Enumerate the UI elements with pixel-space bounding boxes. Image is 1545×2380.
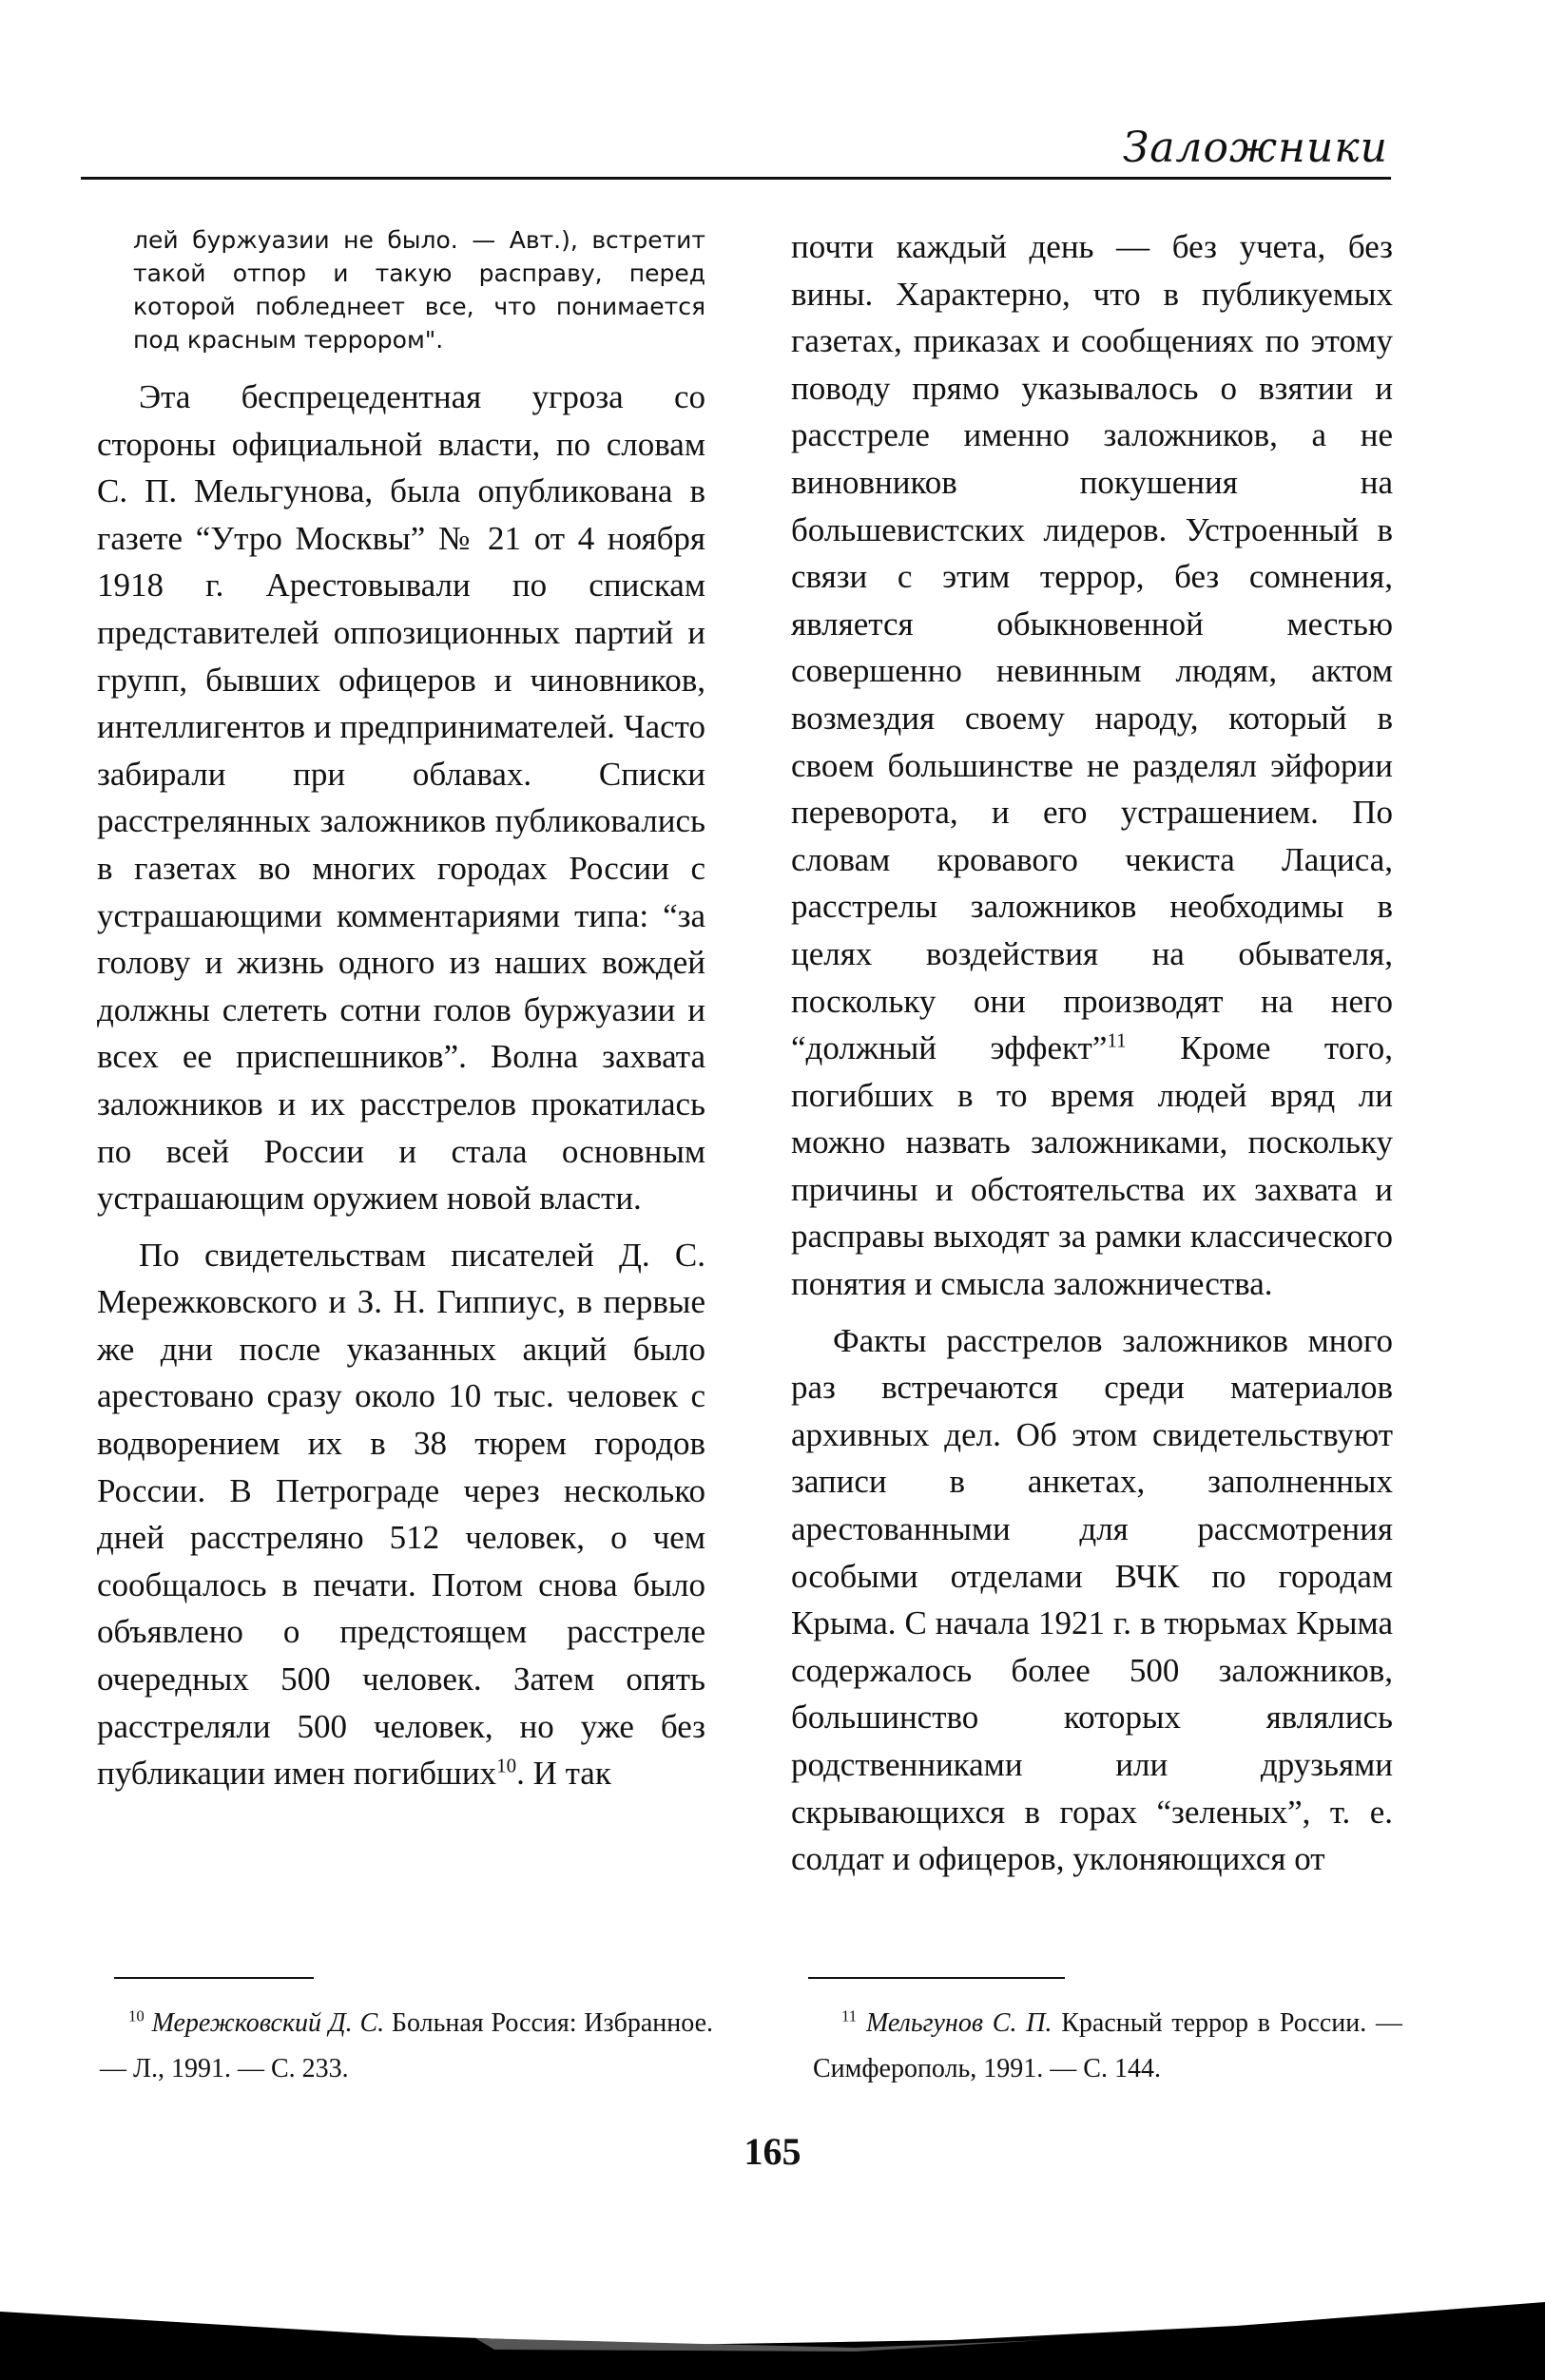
quote-continuation: лей буржуазии не было. — Авт.), встретит такой отпор и такую расправу, перед которой побледнеет все, что понимается под красным террором". bbox=[133, 226, 705, 354]
footnote-10-mark: 10 bbox=[128, 2006, 145, 2025]
left-column bbox=[97, 223, 705, 1797]
footnote-rule-right bbox=[808, 1977, 1065, 1979]
scan-edge-shadow bbox=[0, 2293, 1545, 2380]
page-number: 165 bbox=[744, 2130, 801, 2173]
footnote-11 bbox=[813, 2001, 1402, 2092]
footnote-10 bbox=[100, 2001, 713, 2092]
left-paragraph-1: Эта беспрецедентная угроза со стороны официальной власти, по словам С. П. Мельгунова, была опубликована в газете “Утро Москвы” № 21 от 4 ноября 1918 г. Арестовывали по спискам представителей оппозиционных партий и групп, бывших офицеров и чиновников, интеллигентов и предпринимателей. Часто забирали при облавах. Списки расстрелянных заложников публиковались в газетах во многих городах России с устрашающими комментариями типа: “за голову и жизнь одного из наших вождей должны слететь сотни голов буржуазии и всех ее приспешников”. Волна захвата заложников и их расстрелов прокатилась по всей России и стала основным устрашающим оружием новой власти. bbox=[97, 378, 705, 1218]
running-title: Заложники bbox=[1122, 124, 1388, 172]
right-column bbox=[791, 223, 1393, 1883]
footnote-10-author: Мережковский Д. С. bbox=[151, 2008, 385, 2038]
footnote-ref-10: 10 bbox=[496, 1754, 517, 1777]
footnote-ref-11: 11 bbox=[1107, 1028, 1127, 1052]
footnote-11-author: Мельгунов С. П. bbox=[865, 2008, 1053, 2038]
header-rule bbox=[81, 177, 1391, 180]
right-paragraph-1-tail: Кроме того, погибших в то время людей вряд ли можно назвать заложниками, поскольку причины и обстоятельства их захвата и расправы выходят за рамки классического понятия и смысла заложничества. bbox=[791, 1029, 1393, 1303]
footnote-10-text: Больная Россия: Избранное. — Л., 1991. — С. 233. bbox=[100, 2008, 713, 2083]
right-paragraph-1-text: почти каждый день — без учета, без вины. Характерно, что в публикуемых газетах, приказах и сообщениях по этому поводу прямо указывалось о взятии и расстреле именно заложников, а не виновников покушения на большевистских лидеров. Устроенный в связи с этим террор, без сомнения, является обыкновенной местью совершенно невинным людям, актом возмездия своему народу, который в своем большинстве не разделял эйфории переворота, и его устрашением. По словам кровавого чекиста Лациса, расстрелы заложников необходимы в целях воздействия на обывателя, поскольку они производят на него “должный эффект” bbox=[791, 228, 1393, 1067]
left-paragraph-2 bbox=[97, 1232, 705, 1797]
right-paragraph-1 bbox=[791, 223, 1393, 1308]
left-paragraph-2-text: По свидетельствам писателей Д. С. Мережковского и З. Н. Гиппиус, в первые же дни после указанных акций было арестовано сразу около 10 тыс. человек с водворением их в 38 тюрем городов России. В Петрограде через несколько дней расстреляно 512 человек, о чем сообщалось в печати. Потом снова было объявлено о предстоящем расстреле очередных 500 человек. Затем опять расстреляли 500 человек, но уже без публикации имен погибших bbox=[97, 1236, 705, 1793]
footnote-11-text: Красный террор в России. — Симферополь, 1991. — С. 144. bbox=[813, 2008, 1403, 2083]
left-paragraph-2-tail: . И так bbox=[516, 1755, 611, 1793]
footnote-11-mark: 11 bbox=[841, 2006, 858, 2025]
footnote-rule-left bbox=[114, 1977, 314, 1979]
right-paragraph-2: Факты расстрелов заложников много раз встречаются среди материалов архивных дел. Об этом свидетельствуют записи в анкетах, заполненных арестованными для рассмотрения особыми отделами ВЧК по городам Крыма. С начала 1921 г. в тюрьмах Крыма содержалось более 500 заложников, большинство которых являлись родственниками или друзьями скрывающихся в горах “зеленых”, т. е. солдат и офицеров, уклоняющихся от bbox=[791, 1321, 1393, 1878]
